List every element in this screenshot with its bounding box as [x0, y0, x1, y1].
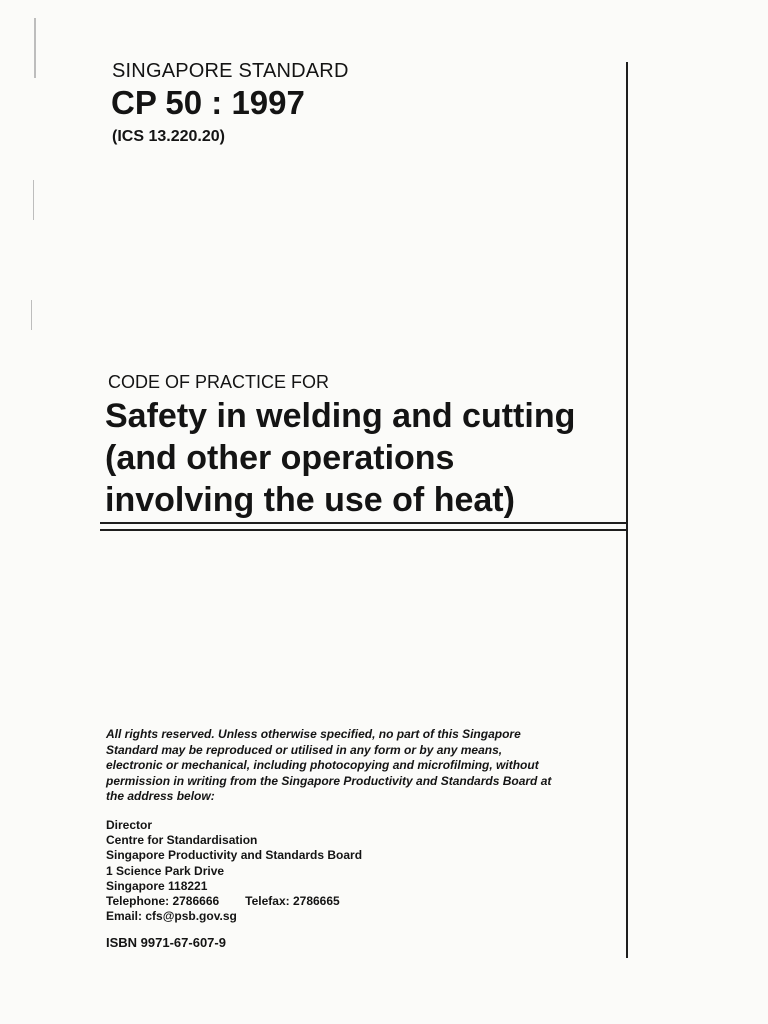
title-line: involving the use of heat): [105, 481, 515, 519]
scan-artifact-mark: [31, 300, 32, 330]
title-line: Safety in welding and cutting: [105, 397, 576, 435]
rights-notice-line: electronic or mechanical, including photocopying and microfilming, without: [106, 758, 539, 772]
email-address: Email: cfs@psb.gov.sg: [106, 909, 237, 924]
rights-notice-line: the address below:: [106, 789, 215, 803]
ics-code: (ICS 13.220.20): [112, 128, 225, 145]
isbn-number: ISBN 9971-67-607-9: [106, 935, 226, 950]
scan-artifact-mark: [33, 180, 34, 220]
rights-notice: [106, 727, 606, 805]
address-line: Singapore 118221: [106, 878, 208, 893]
rights-notice-line: All rights reserved. Unless otherwise specified, no part of this Singapore: [106, 727, 521, 741]
standard-number: CP 50 : 1997: [111, 84, 305, 121]
document-title: [105, 395, 620, 521]
scan-artifact-mark: [34, 18, 36, 78]
title-underline-rule: [100, 529, 626, 531]
vertical-rule: [626, 62, 628, 958]
address-line: Centre for Standardisation: [106, 833, 258, 848]
rights-notice-line: Standard may be reproduced or utilised in any form or by any means,: [106, 742, 503, 757]
address-line: Director: [106, 818, 153, 832]
title-line: (and other operations: [105, 439, 455, 477]
standard-label: SINGAPORE STANDARD: [112, 60, 349, 82]
contact-address: [106, 818, 362, 924]
title-prefix: CODE OF PRACTICE FOR: [108, 372, 330, 392]
address-line: Singapore Productivity and Standards Board: [106, 848, 363, 863]
rights-notice-line: permission in writing from the Singapore Productivity and Standards Board at: [106, 773, 552, 788]
address-line: 1 Science Park Drive: [106, 863, 225, 878]
phone-fax-line: [106, 894, 362, 909]
title-underline-rule: [100, 522, 626, 524]
telephone-number: Telephone: 2786666: [106, 894, 220, 909]
telefax-number: Telefax: 2786665: [245, 894, 340, 909]
